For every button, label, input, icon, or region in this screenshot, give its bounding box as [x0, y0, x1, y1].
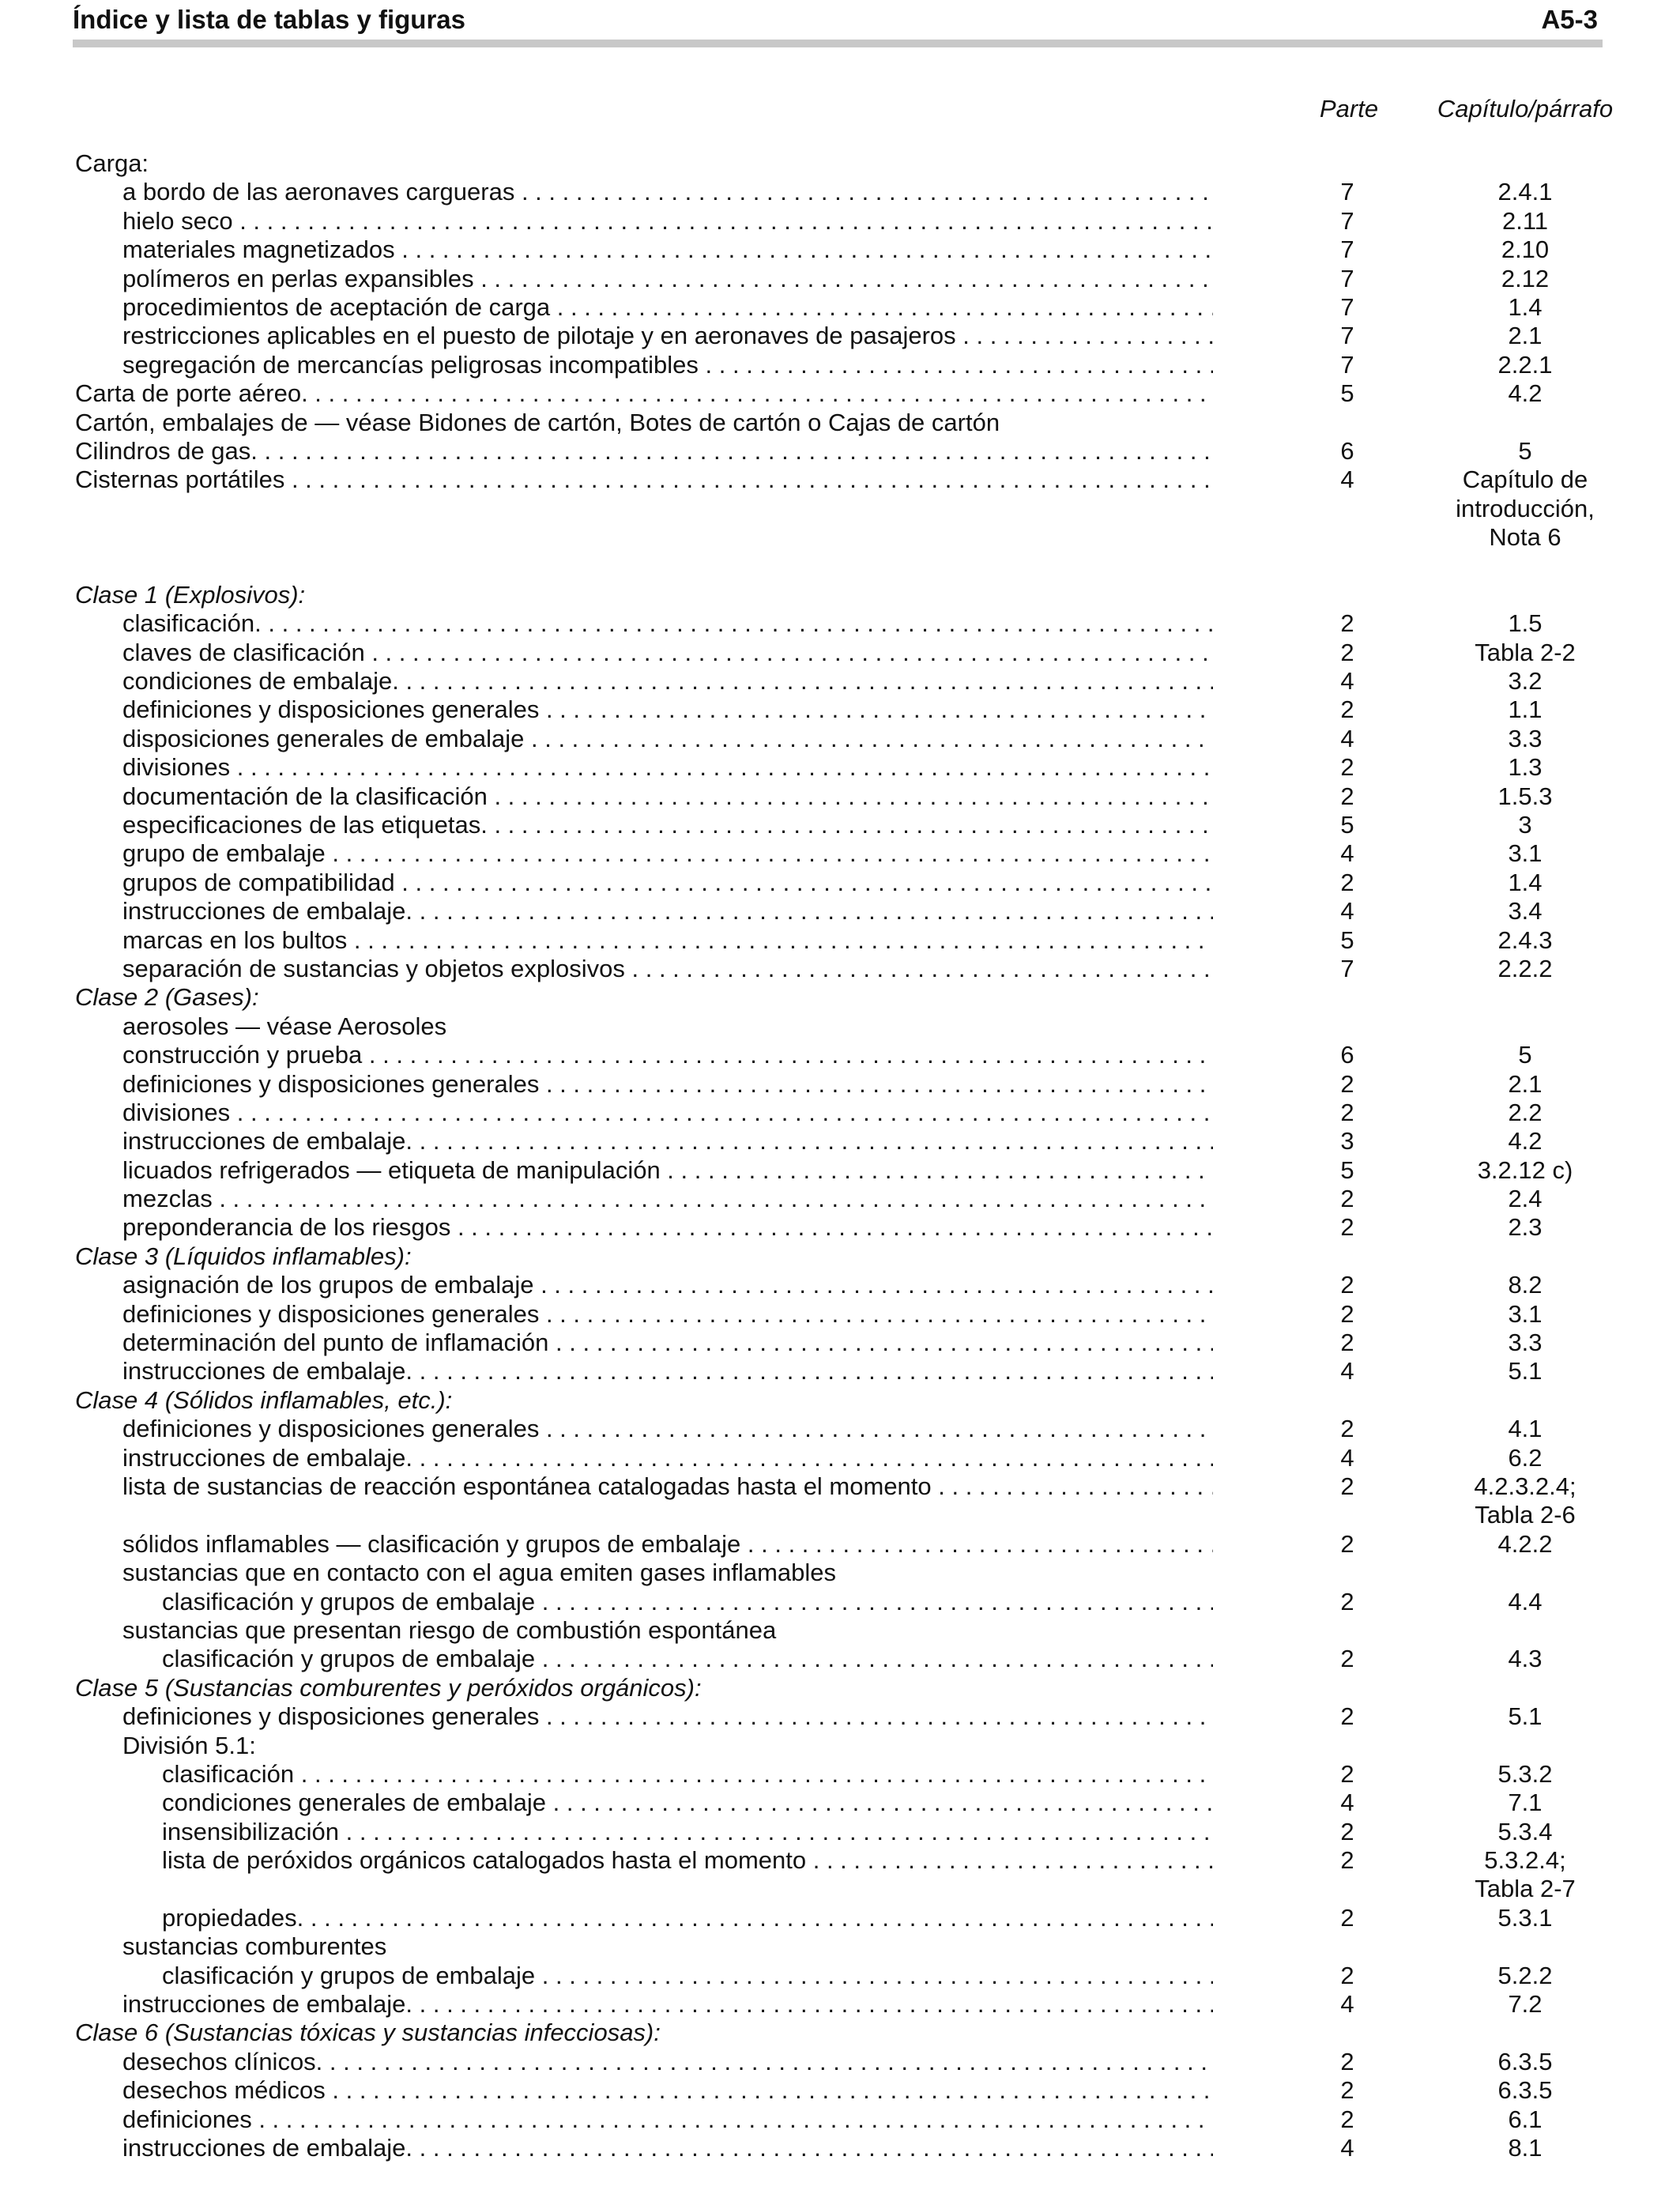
- entry-text: definiciones y disposiciones generales . . .: [122, 1415, 1213, 1443]
- entry-chapter-line: 2.1: [1508, 322, 1543, 350]
- entry-text: sustancias que en contacto con el agua emiten gases inflamables: [122, 1559, 837, 1587]
- entry-part: 2: [1340, 1961, 1354, 1989]
- index-subentry: [0, 1818, 1680, 1846]
- index-subentry: [0, 1329, 1680, 1357]
- entry-text: clasificación. . . .: [122, 609, 1213, 638]
- index-subentry: [0, 1099, 1680, 1127]
- entry-chapter: [1411, 1041, 1640, 1069]
- entry-chapter-line: 6.1: [1508, 2105, 1543, 2133]
- index-subentry: [0, 1357, 1680, 1385]
- entry-text: insensibilización . . .: [162, 1818, 1213, 1846]
- entry-chapter: [1411, 639, 1640, 667]
- entry-chapter-line: 2.4.1: [1497, 178, 1553, 206]
- entry-chapter: [1411, 1271, 1640, 1299]
- entry-part: 7: [1340, 206, 1354, 235]
- entry-chapter: [1411, 351, 1640, 379]
- entry-text: definiciones y disposiciones generales . . .: [122, 1702, 1213, 1731]
- index-subentry: [0, 1070, 1680, 1099]
- entry-part: 2: [1340, 1329, 1354, 1357]
- entry-chapter-line: 3.2: [1508, 667, 1543, 696]
- entry-chapter-line: 2.4: [1508, 1185, 1543, 1213]
- entry-chapter: [1411, 1990, 1640, 2019]
- entry-part: 5: [1340, 925, 1354, 954]
- index-subentry: [0, 1213, 1680, 1242]
- entry-chapter: [1411, 1846, 1640, 1904]
- entry-chapter-line: 3.4: [1508, 897, 1543, 925]
- index-subentry: [0, 811, 1680, 839]
- entry-part: 6: [1340, 436, 1354, 465]
- entry-chapter-line: 6.3.5: [1497, 2076, 1553, 2105]
- entry-part: 4: [1340, 466, 1354, 494]
- entry-text: clasificación y grupos de embalaje . . .: [162, 1645, 1213, 1673]
- entry-chapter: [1411, 1472, 1640, 1530]
- entry-text: Clase 4 (Sólidos inflamables, etc.):: [75, 1385, 453, 1414]
- entry-chapter-line: 2.12: [1501, 264, 1550, 292]
- entry-part: 4: [1340, 2134, 1354, 2162]
- entry-chapter: [1411, 2134, 1640, 2162]
- entry-text: hielo seco . . .: [122, 207, 1213, 236]
- entry-chapter-line: 3.2.12 c): [1477, 1155, 1573, 1184]
- entry-chapter-line: 1.4: [1508, 292, 1543, 321]
- entry-text: propiedades. . . .: [162, 1904, 1213, 1932]
- entry-text: separación de sustancias y objetos explosivos . . .: [122, 955, 1213, 983]
- entry-part: 2: [1340, 2105, 1354, 2133]
- entry-text: licuados refrigerados — etiqueta de manipulación . . .: [122, 1156, 1213, 1185]
- entry-part: 4: [1340, 1443, 1354, 1472]
- entry-chapter-line: 3.1: [1508, 839, 1543, 868]
- entry-chapter-line: 7.2: [1508, 1990, 1543, 2019]
- entry-text: instrucciones de embalaje. . . .: [122, 1127, 1213, 1155]
- index-subentry: [0, 696, 1680, 724]
- entry-part: 7: [1340, 264, 1354, 292]
- entry-text: instrucciones de embalaje. . . .: [122, 897, 1213, 925]
- entry-chapter: [1411, 1444, 1640, 1472]
- index-entry: [0, 581, 1680, 609]
- entry-chapter-line: 2.4.3: [1497, 925, 1553, 954]
- entry-part: 2: [1340, 1645, 1354, 1673]
- entry-chapter-line: 2.3: [1508, 1213, 1543, 1242]
- entry-chapter: [1411, 1213, 1640, 1242]
- entry-chapter-line: Tabla 2-2: [1475, 638, 1576, 666]
- entry-chapter: [1411, 322, 1640, 350]
- entry-text: Clase 1 (Explosivos):: [75, 580, 306, 609]
- entry-text: Carta de porte aéreo. . . .: [75, 379, 1213, 408]
- entry-text: aerosoles — véase Aerosoles: [122, 1012, 447, 1040]
- entry-part: 2: [1340, 696, 1354, 724]
- entry-chapter-line: Tabla 2-7: [1475, 1875, 1576, 1903]
- entry-chapter-line: 7.1: [1508, 1789, 1543, 1817]
- entry-part: 2: [1340, 1299, 1354, 1328]
- entry-text: restricciones aplicables en el puesto de pilotaje y en aeronaves de pasajeros . . .: [122, 322, 1213, 350]
- entry-chapter: [1411, 1156, 1640, 1185]
- entry-text: grupo de embalaje . . .: [122, 839, 1213, 868]
- entry-chapter: [1411, 839, 1640, 868]
- entry-chapter-line: 4.2.2: [1497, 1529, 1553, 1558]
- entry-chapter-line: 1.3: [1508, 753, 1543, 782]
- index-subentry: [0, 1932, 1680, 1961]
- entry-chapter: [1411, 293, 1640, 322]
- index-subentry: [0, 839, 1680, 868]
- entry-chapter-line: 5.3.2: [1497, 1759, 1553, 1788]
- entry-chapter: [1411, 1099, 1640, 1127]
- index-subentry: [0, 897, 1680, 925]
- entry-part: 7: [1340, 954, 1354, 982]
- index-entry: [0, 983, 1680, 1012]
- index-subentry: [0, 639, 1680, 667]
- page-title: Índice y lista de tablas y figuras: [73, 5, 466, 34]
- entry-chapter-line: 5: [1518, 436, 1532, 465]
- entry-text: segregación de mercancías peligrosas incompatibles . . .: [122, 351, 1213, 379]
- index-subentry: [0, 926, 1680, 955]
- entry-text: lista de sustancias de reacción espontánea catalogadas hasta el momento . . .: [122, 1472, 1213, 1501]
- entry-text: definiciones y disposiciones generales . . .: [122, 1070, 1213, 1099]
- entry-part: 7: [1340, 350, 1354, 379]
- entry-chapter: [1411, 1702, 1640, 1731]
- index-subentry: [0, 265, 1680, 293]
- entry-chapter: [1411, 1415, 1640, 1443]
- entry-part: 3: [1340, 1127, 1354, 1155]
- entry-chapter: [1411, 667, 1640, 696]
- entry-text: mezclas . . .: [122, 1185, 1213, 1213]
- entry-chapter: [1411, 1760, 1640, 1789]
- entry-part: 2: [1340, 1846, 1354, 1875]
- entry-part: 2: [1340, 609, 1354, 638]
- entry-chapter-line: 5: [1518, 1041, 1532, 1069]
- index-subentry: [0, 1789, 1680, 1817]
- index-subentry: [0, 1559, 1680, 1587]
- index-subentry: [0, 1127, 1680, 1155]
- entry-text: claves de clasificación . . .: [122, 639, 1213, 667]
- entry-chapter-line: Capítulo de: [1462, 466, 1588, 494]
- entry-chapter-line: 4.2: [1508, 1127, 1543, 1155]
- index-subentry: [0, 1041, 1680, 1069]
- entry-text: divisiones . . .: [122, 753, 1213, 782]
- index-entry: [0, 437, 1680, 466]
- entry-chapter: [1411, 609, 1640, 638]
- entry-text: determinación del punto de inflamación . . .: [122, 1329, 1213, 1357]
- entry-part: 2: [1340, 753, 1354, 782]
- entry-text: procedimientos de aceptación de carga . . .: [122, 293, 1213, 322]
- entry-text: polímeros en perlas expansibles . . .: [122, 265, 1213, 293]
- entry-part: 2: [1340, 1817, 1354, 1845]
- entry-chapter-line: 8.2: [1508, 1271, 1543, 1299]
- entry-text: instrucciones de embalaje. . . .: [122, 1444, 1213, 1472]
- entry-part: 4: [1340, 839, 1354, 868]
- entry-text: a bordo de las aeronaves cargueras . . .: [122, 178, 1213, 206]
- entry-text: Clase 6 (Sustancias tóxicas y sustancias infecciosas):: [75, 2019, 661, 2047]
- index-subentry: [0, 1185, 1680, 1213]
- page-header: [73, 3, 1603, 36]
- entry-part: 2: [1340, 2047, 1354, 2075]
- index-entry: [0, 1242, 1680, 1271]
- entry-text: sólidos inflamables — clasificación y grupos de embalaje . . .: [122, 1530, 1213, 1559]
- entry-chapter: [1411, 1127, 1640, 1155]
- entry-part: 2: [1340, 1069, 1354, 1098]
- entry-chapter: [1411, 1300, 1640, 1329]
- entry-part: 7: [1340, 236, 1354, 264]
- entry-text: Clase 5 (Sustancias comburentes y peróxidos orgánicos):: [75, 1673, 702, 1702]
- entry-chapter-line: Nota 6: [1489, 523, 1561, 552]
- index-subentry: [0, 2076, 1680, 2105]
- entry-text: Cisternas portátiles . . .: [75, 466, 1213, 494]
- entry-chapter: [1411, 811, 1640, 839]
- index-subentry: [0, 1472, 1680, 1530]
- column-header-part: Parte: [1320, 95, 1379, 123]
- entry-text: construcción y prueba . . .: [122, 1041, 1213, 1069]
- entry-chapter-line: 1.1: [1508, 696, 1543, 724]
- entry-chapter-line: 4.1: [1508, 1415, 1543, 1443]
- entry-part: 2: [1340, 1903, 1354, 1932]
- index-subentry: [0, 955, 1680, 983]
- entry-chapter-line: 2.2.2: [1497, 954, 1553, 982]
- entry-text: definiciones y disposiciones generales . . .: [122, 1300, 1213, 1329]
- entry-text: Cilindros de gas. . . .: [75, 437, 1213, 466]
- entry-part: 2: [1340, 1213, 1354, 1242]
- entry-chapter: [1411, 207, 1640, 236]
- entry-chapter: [1411, 1185, 1640, 1213]
- index-subentry: [0, 753, 1680, 782]
- entry-chapter: [1411, 236, 1640, 264]
- entry-text: clasificación . . .: [162, 1760, 1213, 1789]
- index-list: [0, 149, 1680, 2162]
- entry-chapter-line: introducción,: [1456, 494, 1595, 522]
- index-subentry: [0, 322, 1680, 350]
- entry-chapter: [1411, 696, 1640, 724]
- entry-text: División 5.1:: [122, 1731, 256, 1759]
- entry-text: lista de peróxidos orgánicos catalogados hasta el momento . . .: [162, 1846, 1213, 1875]
- entry-part: 2: [1340, 1415, 1354, 1443]
- entry-chapter-line: 1.4: [1508, 868, 1543, 896]
- index-subentry: [0, 725, 1680, 753]
- entry-part: 6: [1340, 1041, 1354, 1069]
- entry-chapter: [1411, 265, 1640, 293]
- entry-part: 5: [1340, 1155, 1354, 1184]
- entry-part: 2: [1340, 638, 1354, 666]
- index-subentry: [0, 1846, 1680, 1904]
- entry-chapter: [1411, 782, 1640, 811]
- entry-text: documentación de la clasificación . . .: [122, 782, 1213, 811]
- index-subentry: [0, 293, 1680, 322]
- entry-chapter: [1411, 869, 1640, 897]
- entry-chapter-line: 2.2: [1508, 1098, 1543, 1126]
- entry-text: Clase 3 (Líquidos inflamables):: [75, 1242, 412, 1270]
- entry-text: asignación de los grupos de embalaje . . .: [122, 1271, 1213, 1299]
- entry-chapter: [1411, 1789, 1640, 1817]
- entry-chapter: [1411, 466, 1640, 552]
- entry-text: desechos clínicos. . . .: [122, 2048, 1213, 2076]
- entry-text: definiciones y disposiciones generales . . .: [122, 696, 1213, 724]
- entry-text: desechos médicos . . .: [122, 2076, 1213, 2105]
- entry-text: instrucciones de embalaje. . . .: [122, 1990, 1213, 2019]
- entry-text: preponderancia de los riesgos . . .: [122, 1213, 1213, 1242]
- entry-chapter-line: 4.2: [1508, 379, 1543, 408]
- index-subentry: [0, 207, 1680, 236]
- index-subentry: [0, 667, 1680, 696]
- index-subentry: [0, 1616, 1680, 1645]
- entry-part: 7: [1340, 178, 1354, 206]
- entry-chapter-line: 5.2.2: [1497, 1961, 1553, 1989]
- index-subentry: [0, 609, 1680, 638]
- entry-part: 2: [1340, 1472, 1354, 1500]
- entry-part: 2: [1340, 2076, 1354, 2105]
- index-subentry: [0, 2105, 1680, 2134]
- index-entry: [0, 466, 1680, 552]
- entry-part: 2: [1340, 782, 1354, 810]
- entry-chapter-line: 3.3: [1508, 724, 1543, 752]
- entry-chapter-line: 4.3: [1508, 1645, 1543, 1673]
- entry-chapter: [1411, 1818, 1640, 1846]
- index-subentry: [0, 1530, 1680, 1559]
- entry-chapter: [1411, 1962, 1640, 1990]
- index-subentry: [0, 1156, 1680, 1185]
- entry-chapter: [1411, 1530, 1640, 1559]
- entry-part: 4: [1340, 724, 1354, 752]
- index-subentry: [0, 1012, 1680, 1041]
- entry-chapter: [1411, 1329, 1640, 1357]
- entry-text: divisiones . . .: [122, 1099, 1213, 1127]
- entry-text: Cartón, embalajes de — véase Bidones de cartón, Botes de cartón o Cajas de cartón: [75, 408, 1000, 436]
- entry-part: 2: [1340, 1759, 1354, 1788]
- entry-part: 4: [1340, 1990, 1354, 2019]
- entry-chapter: [1411, 1588, 1640, 1616]
- entry-text: definiciones . . .: [122, 2105, 1213, 2134]
- entry-chapter: [1411, 2105, 1640, 2134]
- entry-text: grupos de compatibilidad . . .: [122, 869, 1213, 897]
- entry-chapter-line: 5.1: [1508, 1702, 1543, 1731]
- entry-chapter: [1411, 897, 1640, 925]
- page-number: A5-3: [1541, 5, 1598, 34]
- entry-chapter-line: 5.3.2.4;: [1484, 1846, 1566, 1875]
- index-subentry: [0, 869, 1680, 897]
- index-subentry: [0, 2048, 1680, 2076]
- entry-chapter-line: 2.10: [1501, 236, 1550, 264]
- entry-part: 2: [1340, 1702, 1354, 1731]
- entry-text: Carga:: [75, 149, 149, 177]
- entry-chapter: [1411, 753, 1640, 782]
- entry-part: 5: [1340, 811, 1354, 839]
- entry-chapter: [1411, 1357, 1640, 1385]
- entry-chapter: [1411, 2048, 1640, 2076]
- entry-part: 2: [1340, 1529, 1354, 1558]
- entry-chapter: [1411, 1645, 1640, 1673]
- entry-chapter: [1411, 1070, 1640, 1099]
- index-subentry: [0, 1415, 1680, 1443]
- entry-part: 4: [1340, 667, 1354, 696]
- index-subentry: [0, 178, 1680, 206]
- entry-chapter-line: 2.11: [1501, 206, 1549, 235]
- entry-chapter-line: 3.1: [1508, 1299, 1543, 1328]
- entry-text: disposiciones generales de embalaje . . .: [122, 725, 1213, 753]
- entry-part: 2: [1340, 1098, 1354, 1126]
- entry-chapter-line: 4.4: [1508, 1587, 1543, 1615]
- index-subentry: [0, 1444, 1680, 1472]
- index-subentry: [0, 1990, 1680, 2019]
- entry-text: marcas en los bultos . . .: [122, 926, 1213, 955]
- index-entry: [0, 1386, 1680, 1415]
- entry-chapter-line: 1.5: [1508, 609, 1543, 638]
- entry-chapter-line: 4.2.3.2.4;: [1474, 1472, 1576, 1500]
- entry-text: Clase 2 (Gases):: [75, 983, 259, 1012]
- entry-chapter: [1411, 178, 1640, 206]
- entry-chapter: [1411, 1904, 1640, 1932]
- entry-chapter-line: Tabla 2-6: [1475, 1501, 1576, 1529]
- entry-chapter: [1411, 725, 1640, 753]
- index-entry: [0, 409, 1680, 437]
- index-subentry: [0, 1904, 1680, 1932]
- entry-text: instrucciones de embalaje. . . .: [122, 2134, 1213, 2162]
- entry-chapter-line: 5.3.1: [1497, 1903, 1553, 1932]
- entry-part: 7: [1340, 322, 1354, 350]
- index-subentry: [0, 236, 1680, 264]
- entry-chapter-line: 6.3.5: [1497, 2047, 1553, 2075]
- index-subentry: [0, 782, 1680, 811]
- index-subentry: [0, 1732, 1680, 1760]
- index-entry: [0, 379, 1680, 408]
- entry-chapter-line: 5.1: [1508, 1357, 1543, 1385]
- entry-text: clasificación y grupos de embalaje . . .: [162, 1962, 1213, 1990]
- entry-part: 7: [1340, 292, 1354, 321]
- entry-chapter: [1411, 926, 1640, 955]
- entry-text: sustancias que presentan riesgo de combustión espontánea: [122, 1615, 777, 1644]
- entry-chapter-line: 3: [1518, 811, 1532, 839]
- entry-text: condiciones generales de embalaje . . .: [162, 1789, 1213, 1817]
- index-subentry: [0, 351, 1680, 379]
- index-entry: [0, 2019, 1680, 2047]
- entry-chapter: [1411, 437, 1640, 466]
- entry-part: 2: [1340, 1587, 1354, 1615]
- index-subentry: [0, 1300, 1680, 1329]
- entry-part: 2: [1340, 1185, 1354, 1213]
- index-subentry: [0, 1645, 1680, 1673]
- header-rule: [73, 40, 1603, 47]
- index-subentry: [0, 1588, 1680, 1616]
- entry-text: condiciones de embalaje. . . .: [122, 667, 1213, 696]
- index-subentry: [0, 1702, 1680, 1731]
- entry-text: clasificación y grupos de embalaje . . .: [162, 1588, 1213, 1616]
- entry-part: 4: [1340, 1357, 1354, 1385]
- index-subentry: [0, 1271, 1680, 1299]
- index-entry: [0, 149, 1680, 178]
- entry-chapter-line: 8.1: [1508, 2134, 1543, 2162]
- index-subentry: [0, 2134, 1680, 2162]
- entry-chapter-line: 2.2.1: [1497, 350, 1553, 379]
- entry-chapter: [1411, 2076, 1640, 2105]
- column-header-chapter: Capítulo/párrafo: [1437, 95, 1614, 123]
- entry-chapter-line: 1.5.3: [1497, 782, 1553, 810]
- entry-chapter: [1411, 955, 1640, 983]
- entry-chapter-line: 2.1: [1508, 1069, 1543, 1098]
- index-subentry: [0, 1962, 1680, 1990]
- entry-part: 2: [1340, 1271, 1354, 1299]
- index-subentry: [0, 1760, 1680, 1789]
- entry-text: instrucciones de embalaje. . . .: [122, 1357, 1213, 1385]
- entry-part: 5: [1340, 379, 1354, 408]
- entry-chapter-line: 3.3: [1508, 1329, 1543, 1357]
- index-entry: [0, 1674, 1680, 1702]
- index-spacer: [0, 552, 1680, 580]
- entry-chapter: [1411, 379, 1640, 408]
- entry-part: 4: [1340, 1789, 1354, 1817]
- entry-text: especificaciones de las etiquetas. . . .: [122, 811, 1213, 839]
- entry-text: sustancias comburentes: [122, 1932, 387, 1961]
- entry-part: 2: [1340, 868, 1354, 896]
- entry-text: materiales magnetizados . . .: [122, 236, 1213, 264]
- entry-part: 4: [1340, 897, 1354, 925]
- entry-chapter-line: 6.2: [1508, 1443, 1543, 1472]
- entry-chapter-line: 5.3.4: [1497, 1817, 1553, 1845]
